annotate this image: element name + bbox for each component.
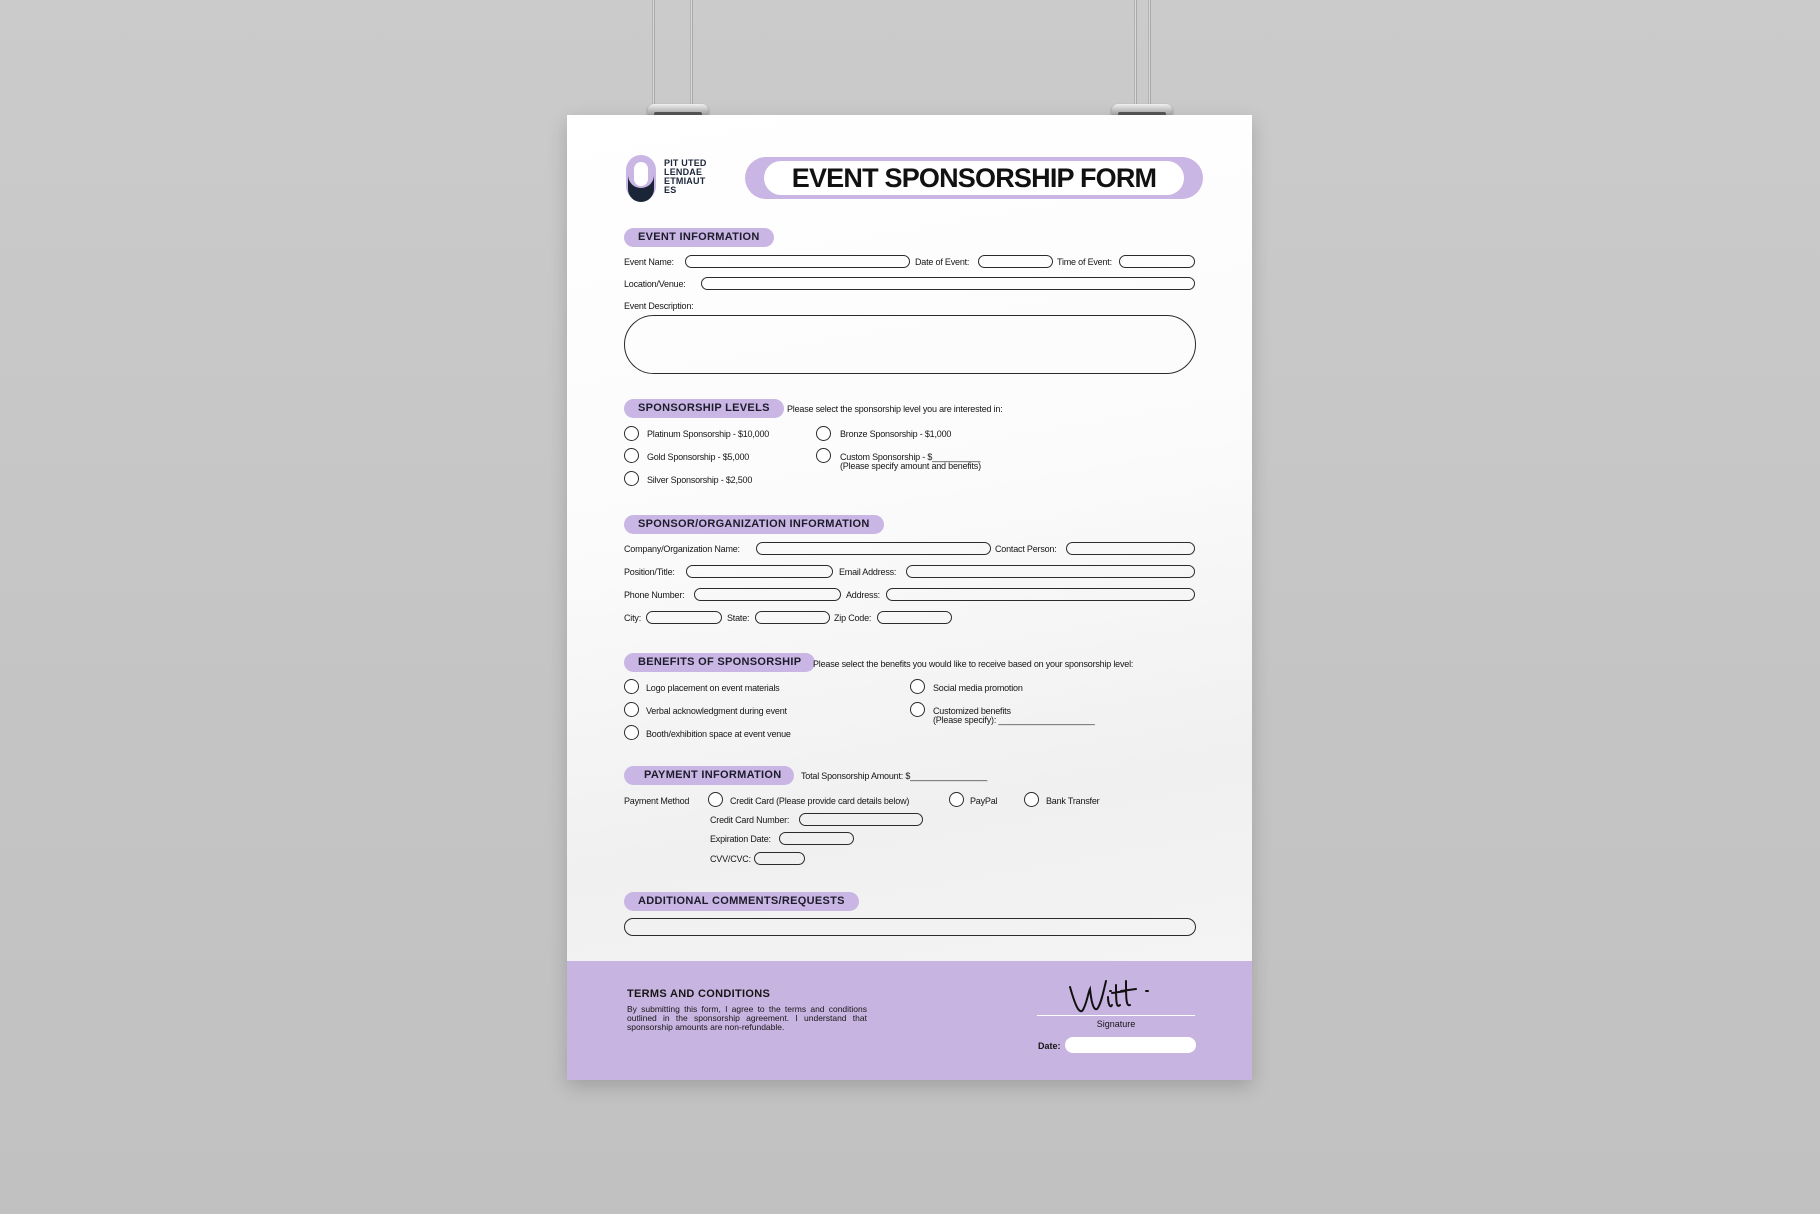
contact-person-label: Contact Person:	[995, 544, 1057, 554]
form-title: EVENT SPONSORSHIP FORM	[764, 161, 1184, 195]
card-number-label: Credit Card Number:	[710, 815, 790, 825]
date-label: Date:	[1038, 1041, 1061, 1051]
option-bronze-label: Bronze Sponsorship - $1,000	[840, 429, 952, 439]
terms-footer	[567, 961, 1252, 1080]
radio-bronze[interactable]	[816, 426, 831, 441]
state-label: State:	[727, 613, 750, 623]
section-heading-sponsorship-levels: SPONSORSHIP LEVELS	[624, 399, 784, 418]
city-label: City:	[624, 613, 642, 623]
time-of-event-label: Time of Event:	[1057, 257, 1112, 267]
option-platinum-label: Platinum Sponsorship - $10,000	[647, 429, 770, 439]
section-heading-sponsor-information: SPONSOR/ORGANIZATION INFORMATION	[624, 515, 884, 534]
option-silver-label: Silver Sponsorship - $2,500	[647, 475, 753, 485]
payment-method-label: Payment Method	[624, 796, 690, 806]
expiration-label: Expiration Date:	[710, 834, 771, 844]
radio-custom[interactable]	[816, 448, 831, 463]
checkbox-verbal-acknowledgment[interactable]	[624, 702, 639, 717]
benefit-customized-label: Customized benefits	[933, 706, 1011, 716]
radio-paypal[interactable]	[949, 792, 964, 807]
benefit-logo-label: Logo placement on event materials	[646, 683, 780, 693]
benefit-social-label: Social media promotion	[933, 683, 1023, 693]
expiration-field[interactable]	[779, 832, 854, 845]
phone-field[interactable]	[694, 588, 841, 601]
card-number-field[interactable]	[799, 813, 923, 826]
terms-title: TERMS AND CONDITIONS	[627, 988, 771, 1000]
checkbox-customized-benefits[interactable]	[910, 702, 925, 717]
city-field[interactable]	[646, 611, 722, 624]
location-label: Location/Venue:	[624, 279, 686, 289]
company-logo-text: PIT UTED LENDAE ETMIAUT ES	[664, 158, 707, 195]
credit-card-option-label: Credit Card (Please provide card details below)	[730, 796, 910, 806]
time-of-event-field[interactable]	[1119, 255, 1195, 268]
checkbox-logo-placement[interactable]	[624, 679, 639, 694]
company-label: Company/Organization Name:	[624, 544, 740, 554]
event-name-label: Event Name:	[624, 257, 674, 267]
terms-text: By submitting this form, I agree to the terms and conditions outlined in the sponsorship agreement. I understand that sponsorship amounts are non-refundable.	[627, 1004, 867, 1032]
email-field[interactable]	[906, 565, 1195, 578]
phone-label: Phone Number:	[624, 590, 685, 600]
section-heading-payment: PAYMENT INFORMATION	[624, 766, 794, 785]
address-field[interactable]	[886, 588, 1195, 601]
event-name-field[interactable]	[685, 255, 910, 268]
radio-bank-transfer[interactable]	[1024, 792, 1039, 807]
radio-gold[interactable]	[624, 448, 639, 463]
company-field[interactable]	[756, 542, 991, 555]
section-heading-comments: ADDITIONAL COMMENTS/REQUESTS	[624, 892, 859, 911]
company-logo-icon	[624, 153, 658, 203]
option-custom-note: (Please specify amount and benefits)	[840, 461, 981, 471]
binder-clip-right	[1112, 0, 1172, 130]
sponsorship-levels-note: Please select the sponsorship level you are interested in:	[787, 404, 1003, 414]
checkbox-social-media[interactable]	[910, 679, 925, 694]
form-sheet	[567, 115, 1252, 1080]
signature-label: Signature	[1096, 1019, 1136, 1029]
event-description-field[interactable]	[624, 315, 1196, 374]
date-field[interactable]	[1065, 1037, 1196, 1053]
zip-label: Zip Code:	[834, 613, 872, 623]
benefit-customized-note: (Please specify): ____________________	[933, 715, 1095, 725]
state-field[interactable]	[755, 611, 830, 624]
position-label: Position/Title:	[624, 567, 675, 577]
section-heading-event-information: EVENT INFORMATION	[624, 228, 774, 247]
cvv-label: CVV/CVC:	[710, 854, 751, 864]
address-label: Address:	[846, 590, 880, 600]
date-of-event-field[interactable]	[978, 255, 1053, 268]
section-heading-benefits: BENEFITS OF SPONSORSHIP	[624, 653, 815, 672]
binder-clip-left	[648, 0, 708, 130]
radio-silver[interactable]	[624, 471, 639, 486]
option-custom-label: Custom Sponsorship - $__________	[840, 452, 981, 462]
date-of-event-label: Date of Event:	[915, 257, 970, 267]
radio-platinum[interactable]	[624, 426, 639, 441]
signature-line	[1037, 1015, 1195, 1016]
total-amount-label: Total Sponsorship Amount: $________________	[801, 771, 988, 781]
benefit-verbal-label: Verbal acknowledgment during event	[646, 706, 787, 716]
event-description-label: Event Description:	[624, 301, 694, 311]
bank-transfer-option-label: Bank Transfer	[1046, 796, 1100, 806]
location-field[interactable]	[701, 277, 1195, 290]
form-title-banner	[745, 157, 1203, 199]
zip-field[interactable]	[877, 611, 952, 624]
signature-image	[1064, 975, 1174, 1017]
comments-field[interactable]	[624, 918, 1196, 936]
email-label: Email Address:	[839, 567, 897, 577]
checkbox-booth-space[interactable]	[624, 725, 639, 740]
benefit-booth-label: Booth/exhibition space at event venue	[646, 729, 791, 739]
radio-credit-card[interactable]	[708, 792, 723, 807]
position-field[interactable]	[686, 565, 833, 578]
option-gold-label: Gold Sponsorship - $5,000	[647, 452, 750, 462]
benefits-note: Please select the benefits you would like to receive based on your sponsorship level:	[813, 659, 1134, 669]
cvv-field[interactable]	[754, 852, 805, 865]
paypal-option-label: PayPal	[970, 796, 998, 806]
contact-person-field[interactable]	[1066, 542, 1195, 555]
